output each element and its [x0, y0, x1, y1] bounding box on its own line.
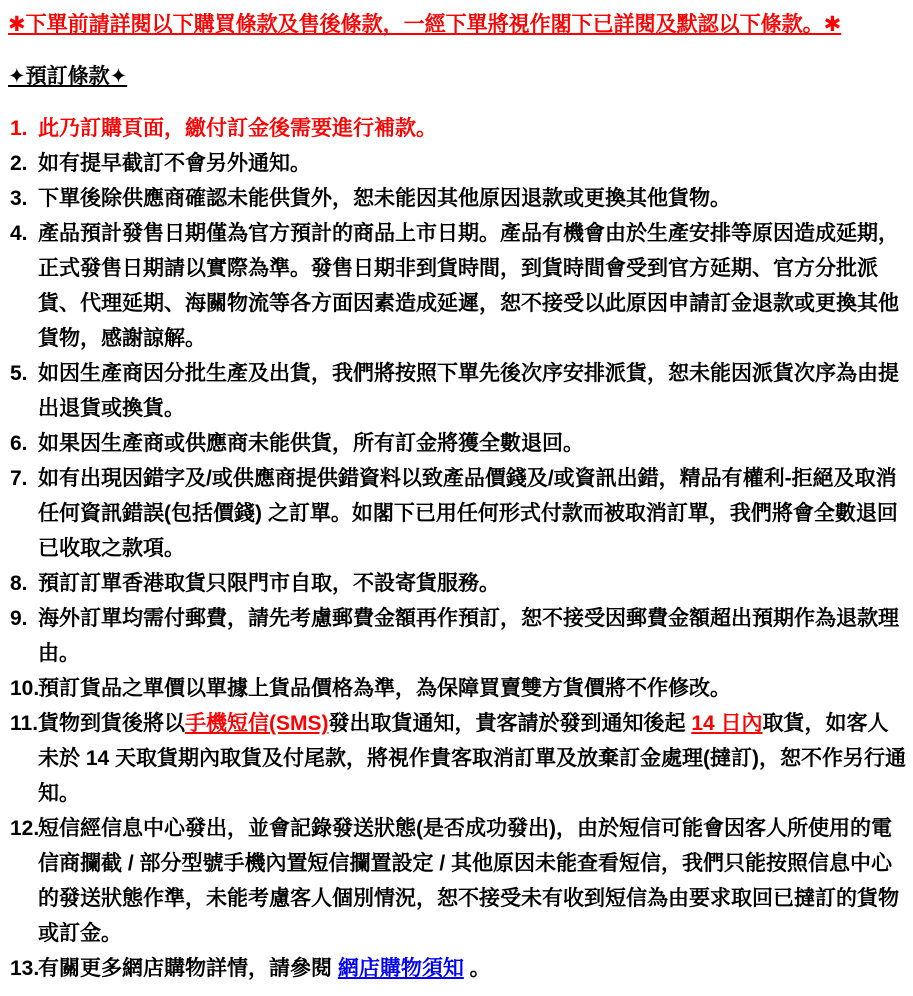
- preorder-terms-title-text: ✦預訂條款✦: [8, 65, 128, 89]
- terms-item-13: [8, 951, 907, 986]
- shop-guide-link[interactable]: 網店購物須知: [337, 957, 464, 981]
- terms-list: [8, 111, 907, 986]
- term-text-segment: 。: [463, 957, 491, 981]
- term-text-segment: 取貨，如客人未於 14 天取貨期內取貨及付尾款，將視作貴客取消訂單及放棄訂金處理(撻訂)，恕不作另行通知。: [38, 712, 907, 806]
- terms-item-12: [8, 811, 907, 951]
- item-number: 9.: [10, 607, 28, 631]
- terms-item-9: [8, 601, 907, 671]
- purchase-notice-header: ✱下單前請詳閱以下購買條款及售後條款，一經下單將視作閣下已詳閱及默認以下條款。✱: [8, 13, 842, 36]
- term-text-segment: 如有出現因錯字及/或供應商提供錯資料以致產品價錢及/或資訊出錯，精品有權利-拒絕及取消任何資訊錯誤(包括價錢) 之訂單。如閣下已用任何形式付款而被取消訂單，我們將會全數退回已收取之款項。: [38, 467, 898, 561]
- term-text-segment: 貨物到貨後將以: [38, 712, 185, 736]
- item-number: 7.: [10, 467, 28, 491]
- term-text-segment: 14 日內: [691, 712, 763, 736]
- terms-item-10: [8, 671, 907, 706]
- term-text-segment: 此乃訂購頁面，繳付訂金後需要進行補款。: [38, 117, 437, 141]
- terms-item-8: [8, 566, 907, 601]
- preorder-terms-title: [8, 64, 907, 89]
- term-text-segment: 如果因生產商或供應商未能供貨，所有訂金將獲全數退回。: [38, 432, 584, 456]
- item-number: 11.: [10, 712, 39, 736]
- terms-item-6: [8, 426, 907, 461]
- term-text-segment: 手機短信(SMS): [185, 712, 329, 736]
- item-number: 6.: [10, 432, 28, 456]
- terms-item-11: [8, 706, 907, 811]
- terms-item-7: [8, 461, 907, 566]
- term-text-segment: 下單後除供應商確認未能供貨外，恕未能因其他原因退款或更換其他貨物。: [38, 187, 731, 211]
- terms-item-2: [8, 146, 907, 181]
- item-number: 4.: [10, 222, 28, 246]
- item-number: 5.: [10, 362, 28, 386]
- item-number: 8.: [10, 572, 28, 596]
- terms-item-4: [8, 216, 907, 356]
- item-number: 13.: [10, 957, 40, 981]
- term-text-segment: 預訂訂單香港取貨只限門市自取，不設寄貨服務。: [38, 572, 500, 596]
- item-number: 3.: [10, 187, 28, 211]
- term-text-segment: 海外訂單均需付郵費，請先考慮郵費金額再作預訂，恕不接受因郵費金額超出預期作為退款理由。: [38, 607, 899, 666]
- term-text-segment: 如因生產商因分批生產及出貨，我們將按照下單先後次序安排派貨，恕未能因派貨次序為由提出退貨或換貨。: [38, 362, 899, 421]
- term-text-segment: 如有提早截訂不會另外通知。: [38, 152, 311, 176]
- item-number: 1.: [10, 117, 28, 141]
- term-text-segment: 預訂貨品之單價以單據上貨品價格為準，為保障買賣雙方貨價將不作修改。: [38, 677, 731, 701]
- terms-item-5: [8, 356, 907, 426]
- term-text-segment: 有關更多網店購物詳情，請參閱: [38, 957, 338, 981]
- term-text-segment: 短信經信息中心發出，並會記錄發送狀態(是否成功發出)，由於短信可能會因客人所使用的電信商攔截 / 部分型號手機內置短信攔置設定 / 其他原因未能查看短信，我們只能按照信息中心的發送狀態作準，未能考慮客人個別情況，恕不接受未有收到短信為由要求取回已撻訂的貨物或訂金。: [38, 817, 899, 946]
- terms-item-1: [8, 111, 907, 146]
- item-number: 2.: [10, 152, 28, 176]
- term-text-segment: 產品預計發售日期僅為官方預計的商品上市日期。產品有機會由於生產安排等原因造成延期，正式發售日期請以實際為準。發售日期非到貨時間，到貨時間會受到官方延期、官方分批派貨、代理延期、海關物流等各方面因素造成延遲，恕不接受以此原因申請訂金退款或更換其他貨物，感謝諒解。: [38, 222, 899, 351]
- item-number: 12.: [10, 817, 40, 841]
- terms-item-3: [8, 181, 907, 216]
- term-text-segment: 發出取貨通知，貴客請於發到通知後起: [328, 712, 692, 736]
- item-number: 10.: [10, 677, 40, 701]
